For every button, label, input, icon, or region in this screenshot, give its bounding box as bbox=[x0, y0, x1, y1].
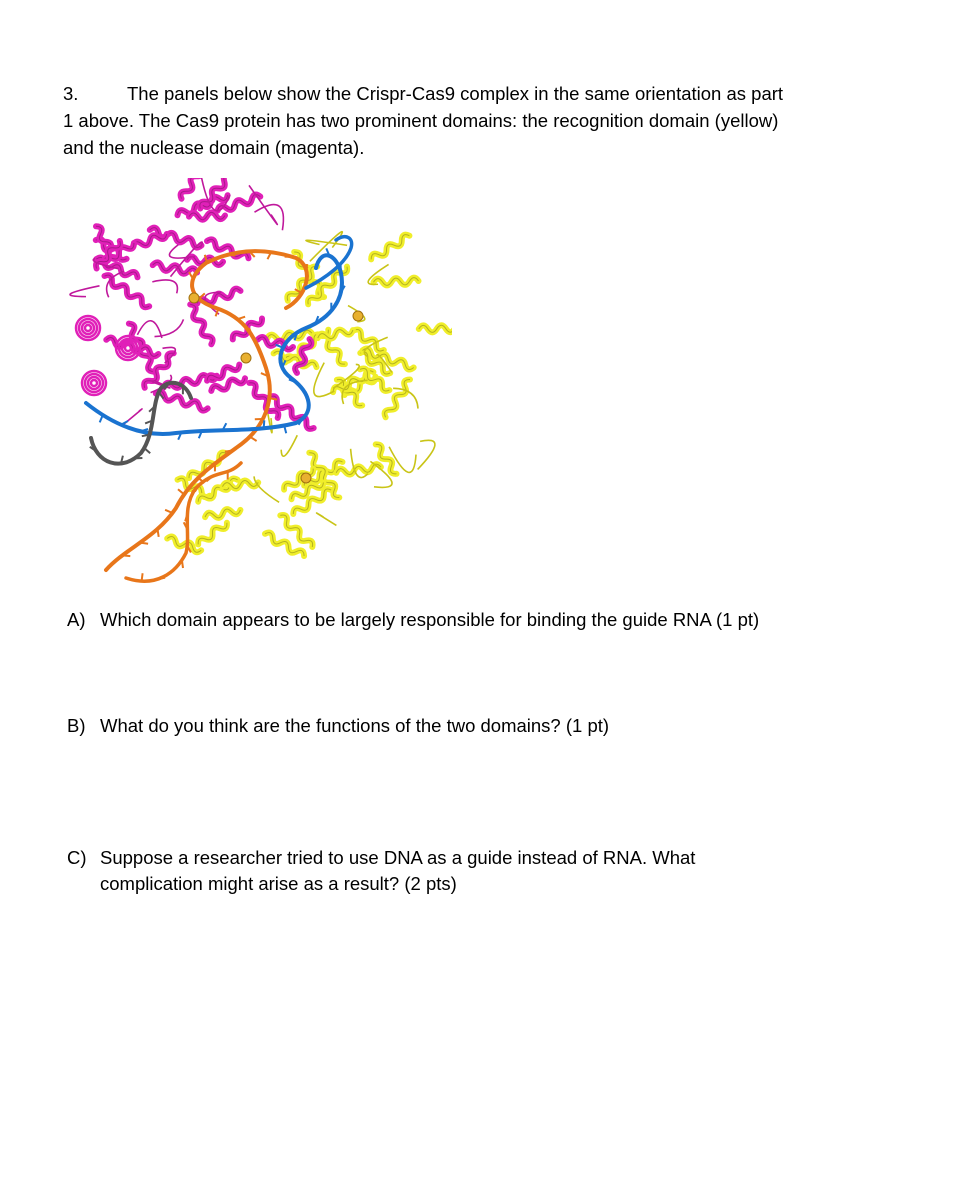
nuclease-loop bbox=[152, 280, 177, 293]
recognition-loop bbox=[317, 513, 337, 525]
intro-line-3: and the nuclease domain (magenta). bbox=[63, 137, 365, 158]
nuclease-domain-ribbons bbox=[70, 178, 314, 429]
recognition-helix bbox=[385, 380, 410, 418]
question-a bbox=[67, 607, 907, 633]
nucleotide-base bbox=[238, 317, 246, 320]
nuclease-loop bbox=[137, 321, 162, 338]
nuclease-helix-end bbox=[91, 380, 97, 386]
metal-ion bbox=[301, 473, 311, 483]
intro-line-1: 3. The panels below show the Crispr-Cas9 complex in the same orientation as part bbox=[63, 80, 913, 107]
nucleotide-base bbox=[158, 529, 159, 537]
recognition-loop bbox=[281, 435, 297, 456]
nucleotide-base bbox=[225, 450, 233, 451]
nucleotide-base bbox=[243, 429, 251, 430]
metal-ion bbox=[189, 293, 199, 303]
nucleotide-base bbox=[144, 448, 150, 453]
question-number: 3. bbox=[63, 83, 79, 104]
nucleotide-base bbox=[250, 437, 257, 441]
intro-line-2: 1 above. The Cas9 protein has two prominent domains: the recognition domain (yellow) bbox=[63, 110, 779, 131]
nuclease-helix-end bbox=[85, 325, 91, 331]
question-b bbox=[67, 713, 907, 739]
nuclease-loop bbox=[254, 205, 283, 231]
question-b-label: B) bbox=[67, 715, 86, 736]
nuclease-helix-end bbox=[125, 345, 131, 351]
recognition-helix bbox=[371, 235, 409, 260]
question-a-label: A) bbox=[67, 609, 86, 630]
metal-ion bbox=[241, 353, 251, 363]
cas9-ribbon-illustration bbox=[66, 178, 452, 590]
recognition-domain-ribbons bbox=[167, 232, 452, 556]
nucleotide-base bbox=[122, 555, 130, 556]
nucleotide-base bbox=[182, 560, 183, 568]
question-c-label: C) bbox=[67, 847, 87, 868]
crispr-cas9-structure-figure bbox=[66, 178, 452, 590]
nuclease-loop bbox=[70, 286, 99, 297]
nucleotide-base bbox=[228, 255, 236, 256]
nucleotide-base bbox=[264, 420, 265, 428]
question-c bbox=[67, 845, 907, 897]
nuclease-helix bbox=[190, 305, 212, 345]
question-b-line-1: B) What do you think are the functions of the two domains? (1 pt) bbox=[67, 713, 907, 739]
question-3-intro bbox=[63, 80, 913, 161]
question-c-line-2: complication might arise as a result? (2 pts) bbox=[100, 873, 457, 894]
metal-ion bbox=[353, 311, 363, 321]
nucleotide-base bbox=[140, 543, 148, 544]
question-c-line-1: C) Suppose a researcher tried to use DNA as a guide instead of RNA. What bbox=[67, 845, 907, 871]
recognition-loop bbox=[418, 440, 435, 469]
nucleotide-base bbox=[178, 489, 184, 494]
nucleotide-base bbox=[142, 573, 143, 581]
question-a-line-1: A) Which domain appears to be largely responsible for binding the guide RNA (1 pt) bbox=[67, 607, 907, 633]
